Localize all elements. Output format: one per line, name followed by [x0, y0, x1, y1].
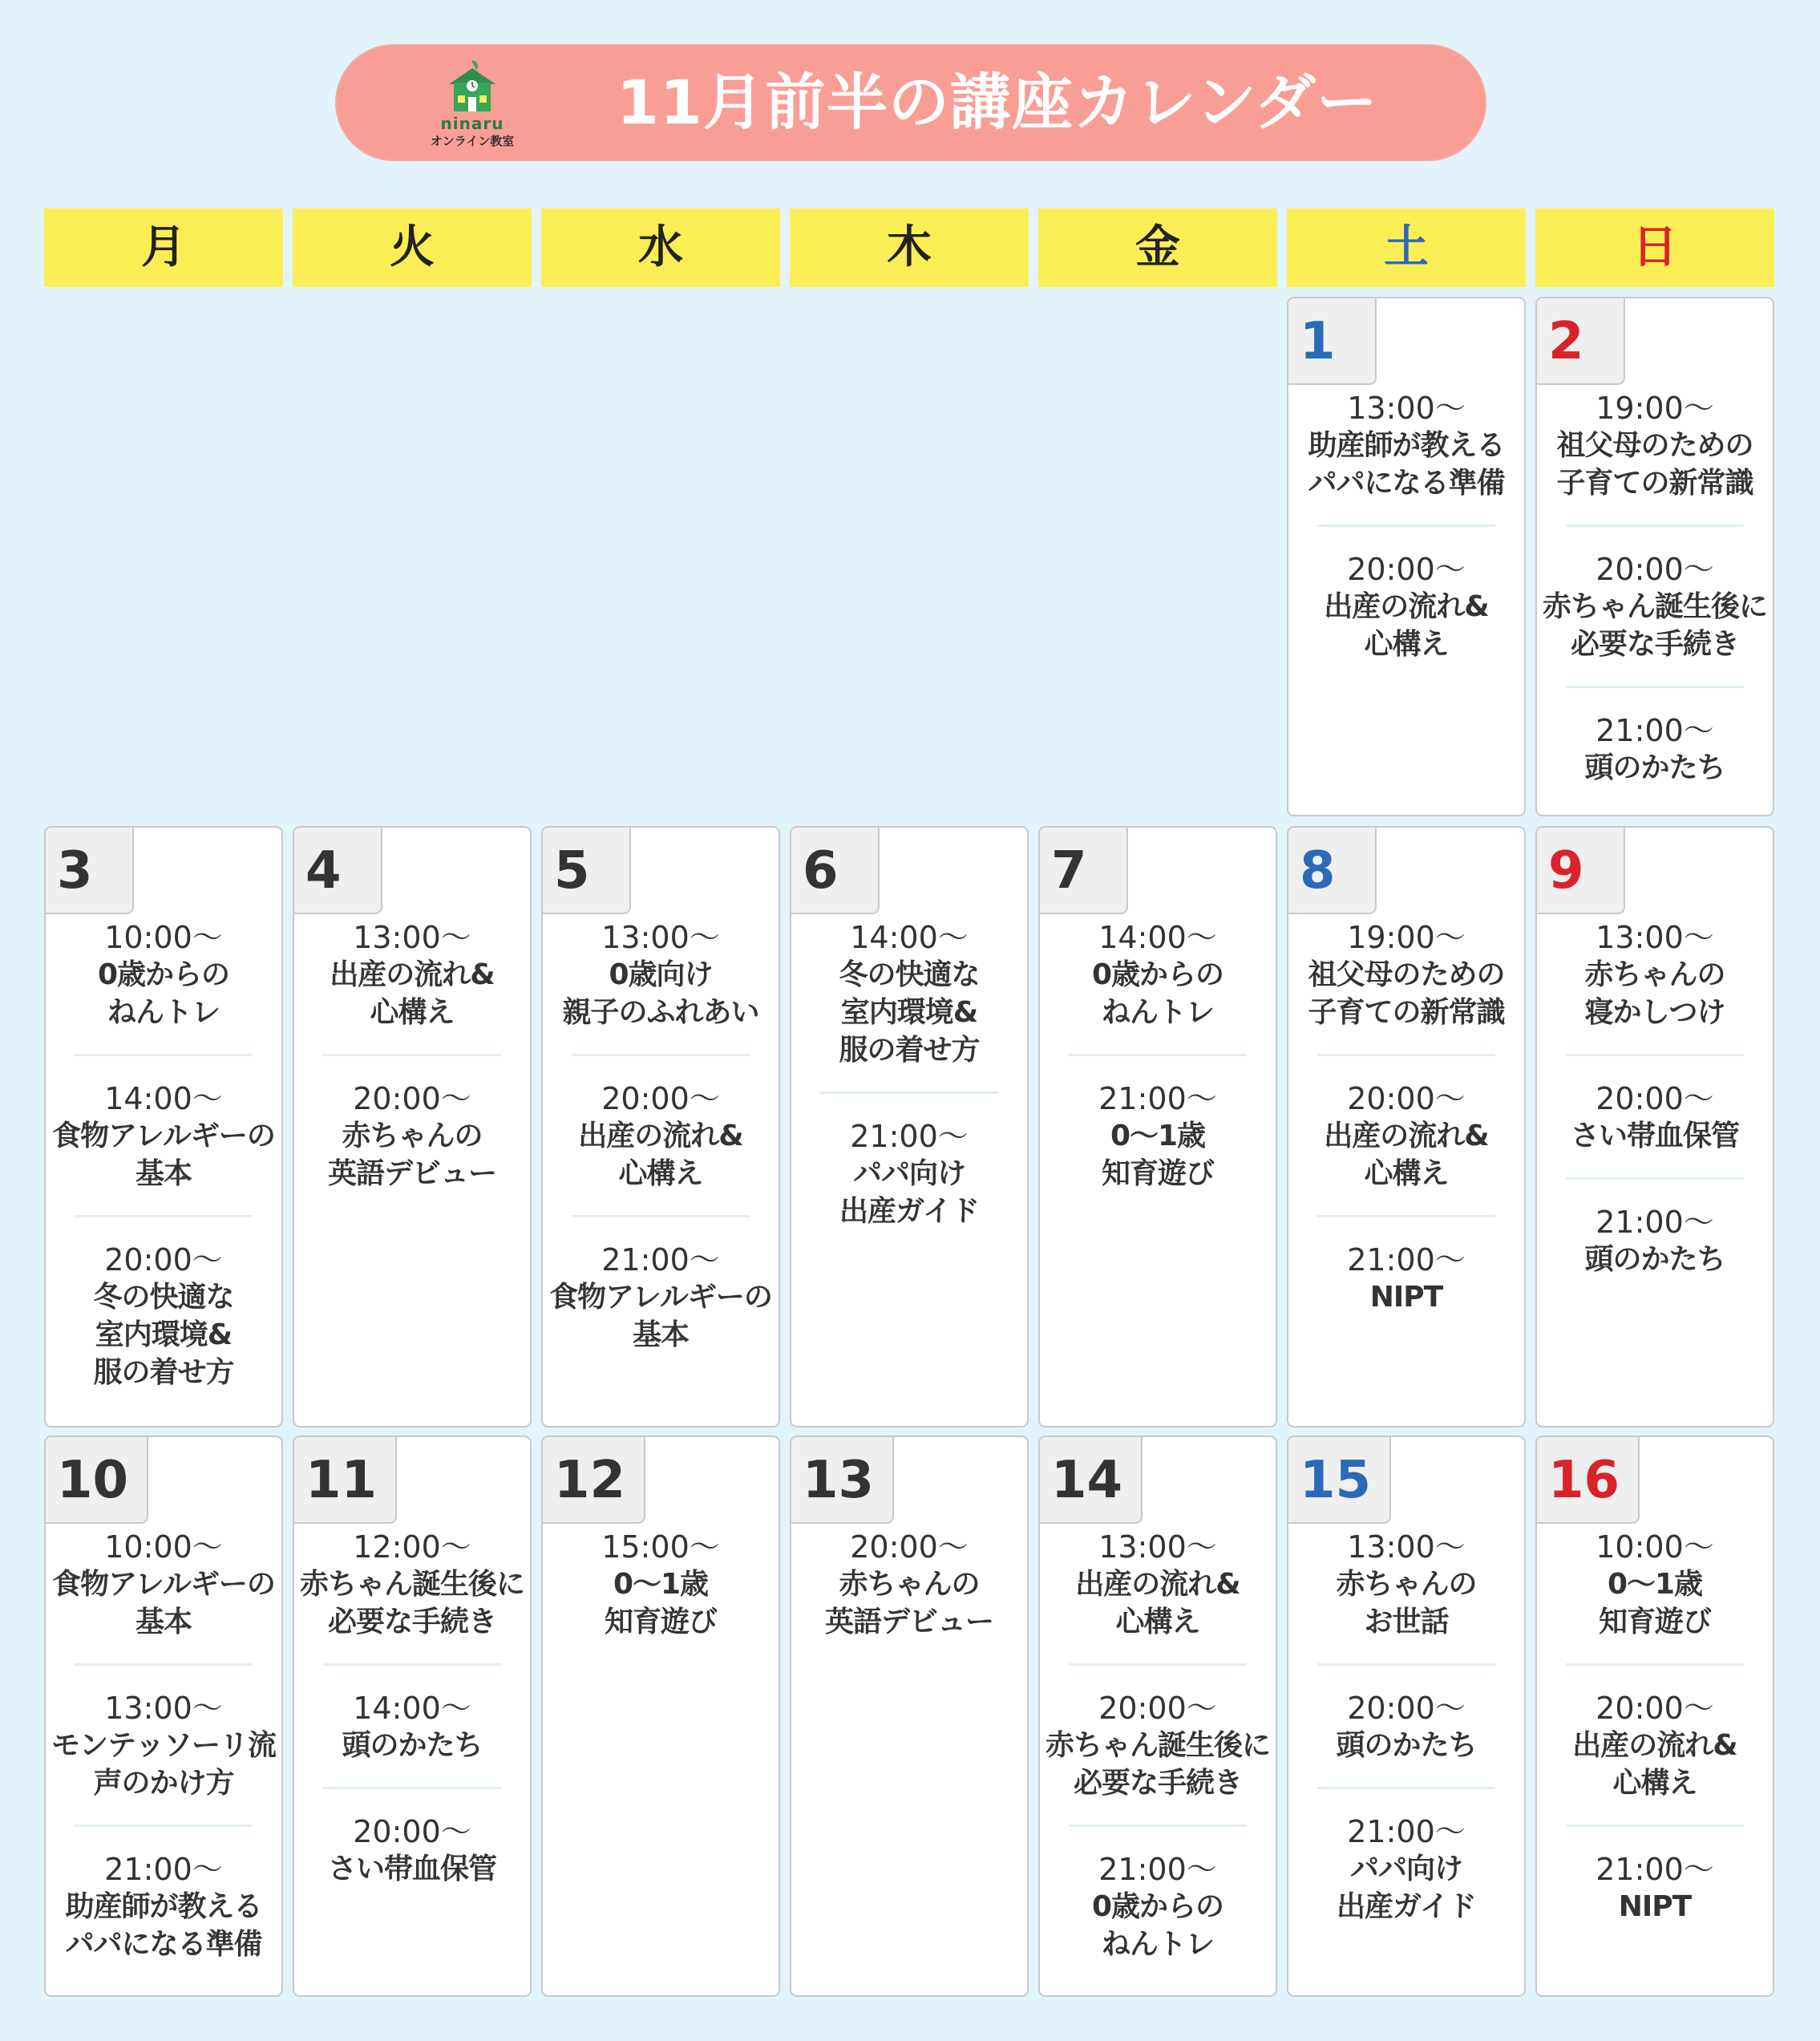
event-item[interactable]: [1537, 1080, 1773, 1155]
event-title: 0歳向け 親子のふれあい: [562, 958, 759, 1029]
event-item[interactable]: [543, 1241, 779, 1354]
ninaru-logo: [415, 57, 529, 152]
event-divider: [1566, 1054, 1744, 1056]
event-title: さい帯血保管: [327, 1853, 496, 1885]
day-number-tab: [1535, 826, 1625, 914]
event-title: 祖父母のための 子育ての新常識: [1556, 429, 1753, 500]
event-item[interactable]: [791, 919, 1027, 1069]
day-cell[interactable]: [293, 826, 532, 1427]
event-title: 助産師が教える パパになる準備: [65, 1890, 262, 1961]
event-item[interactable]: [1288, 1690, 1524, 1764]
event-time: 15:00〜: [601, 1529, 720, 1565]
event-item[interactable]: [1288, 390, 1524, 502]
day-number-tab: [1287, 1436, 1391, 1524]
event-time: 19:00〜: [1596, 391, 1714, 426]
event-title: 出産の流れ& 心構え: [1324, 590, 1489, 661]
weekday-fri: 金: [1038, 209, 1277, 287]
day-number-tab: [1287, 297, 1377, 385]
event-list: [1040, 919, 1276, 1193]
logo-subtitle: オンライン教室: [430, 134, 515, 148]
event-time: 21:00〜: [1596, 1852, 1714, 1887]
event-time: 21:00〜: [1596, 1205, 1714, 1240]
event-divider: [75, 1215, 253, 1217]
event-time: 10:00〜: [104, 1529, 223, 1565]
day-number: 12: [554, 1451, 626, 1510]
day-number: 16: [1548, 1451, 1620, 1510]
event-time: 10:00〜: [1596, 1529, 1714, 1565]
event-divider: [75, 1054, 253, 1056]
day-cell[interactable]: [1287, 826, 1526, 1427]
event-time: 20:00〜: [353, 1081, 471, 1116]
event-item[interactable]: [46, 1529, 281, 1641]
event-time: 13:00〜: [353, 920, 471, 955]
event-divider: [1566, 686, 1744, 688]
event-item[interactable]: [1040, 1529, 1276, 1641]
event-item[interactable]: [1537, 390, 1773, 502]
event-item[interactable]: [46, 1851, 281, 1963]
event-item[interactable]: [1537, 1690, 1773, 1802]
page-title: 11月前半の講座カレンダー: [617, 67, 1378, 138]
event-item[interactable]: [1040, 1690, 1276, 1802]
event-time: 20:00〜: [1596, 552, 1714, 587]
event-item[interactable]: [1537, 551, 1773, 663]
day-number-tab: [1535, 1436, 1640, 1524]
event-time: 13:00〜: [1596, 920, 1714, 955]
event-item[interactable]: [791, 1529, 1027, 1641]
event-item[interactable]: [1288, 1080, 1524, 1193]
day-number: 6: [803, 841, 839, 901]
event-title: 頭のかたち: [1336, 1729, 1477, 1762]
day-number-tab: [1535, 297, 1625, 385]
day-number: 8: [1300, 841, 1336, 901]
event-divider: [1069, 1663, 1247, 1666]
event-title: 出産の流れ& 心構え: [1075, 1568, 1240, 1638]
event-title: 出産の流れ& 心構え: [1324, 1120, 1489, 1190]
event-title: 食物アレルギーの 基本: [52, 1120, 275, 1190]
title-banner: [335, 44, 1486, 161]
event-item[interactable]: [543, 919, 779, 1031]
day-cell[interactable]: [1535, 826, 1774, 1427]
day-cell[interactable]: [1535, 297, 1774, 816]
event-item[interactable]: [294, 919, 530, 1031]
event-divider: [1566, 1177, 1744, 1180]
event-item[interactable]: [294, 1080, 530, 1193]
event-title: 0〜1歳 知育遊び: [1101, 1120, 1214, 1190]
event-title: パパ向け 出産ガイド: [1337, 1853, 1476, 1923]
day-cell[interactable]: [1535, 1436, 1774, 1997]
event-divider: [1566, 524, 1744, 527]
event-title: 0〜1歳 知育遊び: [604, 1568, 717, 1638]
event-time: 20:00〜: [353, 1814, 471, 1849]
event-list: [1537, 1529, 1773, 1926]
event-item[interactable]: [543, 1529, 779, 1641]
event-list: [1537, 919, 1773, 1278]
event-divider: [1317, 524, 1495, 527]
event-list: [791, 1529, 1027, 1641]
event-item[interactable]: [1537, 712, 1773, 787]
event-title: 0歳からの ねんトレ: [97, 958, 230, 1029]
event-item[interactable]: [1537, 919, 1773, 1031]
event-item[interactable]: [1288, 551, 1524, 663]
day-number-tab: [1287, 826, 1377, 914]
event-list: [1288, 390, 1524, 663]
event-time: 13:00〜: [601, 920, 720, 955]
event-item[interactable]: [46, 1241, 281, 1391]
event-list: [1040, 1529, 1276, 1963]
event-item[interactable]: [294, 1690, 530, 1764]
event-title: 助産師が教える パパになる準備: [1308, 429, 1505, 500]
event-time: 21:00〜: [850, 1119, 969, 1154]
event-time: 20:00〜: [1098, 1691, 1217, 1726]
event-time: 21:00〜: [1098, 1081, 1217, 1116]
event-title: 赤ちゃんの 寝かしつけ: [1584, 958, 1725, 1029]
day-number: 13: [803, 1451, 875, 1510]
day-cell[interactable]: [541, 826, 780, 1427]
event-title: 冬の快適な 室内環境& 服の着せ方: [93, 1281, 234, 1389]
event-time: 13:00〜: [1347, 1529, 1466, 1565]
weekday-sun: 日: [1535, 209, 1774, 287]
event-time: 20:00〜: [1347, 1081, 1466, 1116]
event-time: 20:00〜: [1596, 1081, 1714, 1116]
event-list: [1288, 1529, 1524, 1926]
event-list: [543, 919, 779, 1354]
event-divider: [1317, 1787, 1495, 1789]
event-title: 赤ちゃんの お世話: [1336, 1568, 1477, 1638]
event-title: さい帯血保管: [1570, 1120, 1739, 1152]
day-number-tab: [541, 826, 631, 914]
event-time: 20:00〜: [1347, 552, 1466, 587]
event-list: [1537, 390, 1773, 787]
event-title: 頭のかたち: [1584, 1243, 1725, 1276]
event-title: 赤ちゃん誕生後に 必要な手続き: [299, 1568, 524, 1638]
event-item[interactable]: [294, 1529, 530, 1641]
event-item[interactable]: [1537, 1851, 1773, 1926]
event-item[interactable]: [1288, 1241, 1524, 1316]
event-title: 祖父母のための 子育ての新常識: [1308, 958, 1505, 1029]
event-list: [1288, 919, 1524, 1316]
event-time: 14:00〜: [353, 1691, 471, 1726]
event-list: [791, 919, 1027, 1230]
weekday-thu: 木: [790, 209, 1029, 287]
event-title: 赤ちゃん誕生後に 必要な手続き: [1045, 1729, 1270, 1800]
day-cell[interactable]: [1038, 1436, 1277, 1997]
day-number-tab: [1038, 826, 1128, 914]
event-divider: [572, 1215, 750, 1217]
event-title: 頭のかたち: [1584, 751, 1725, 784]
event-title: モンテッソーリ流 声のかけ方: [51, 1729, 276, 1800]
event-item[interactable]: [1537, 1529, 1773, 1641]
day-number: 5: [554, 841, 590, 901]
event-title: NIPT: [1369, 1281, 1443, 1314]
event-title: 赤ちゃん誕生後に 必要な手続き: [1542, 590, 1767, 661]
event-time: 10:00〜: [104, 920, 223, 955]
day-number: 3: [57, 841, 93, 901]
event-time: 20:00〜: [1347, 1691, 1466, 1726]
event-item[interactable]: [1040, 1851, 1276, 1963]
event-time: 13:00〜: [1098, 1529, 1217, 1565]
day-number: 10: [57, 1451, 129, 1510]
day-number: 7: [1051, 841, 1087, 901]
event-item[interactable]: [294, 1813, 530, 1888]
event-item[interactable]: [1040, 919, 1276, 1031]
weekday-sat: 土: [1287, 209, 1526, 287]
weekday-mon: 月: [44, 209, 283, 287]
event-item[interactable]: [1288, 1529, 1524, 1641]
logo-name: ninaru: [440, 114, 504, 133]
event-divider: [75, 1824, 253, 1827]
event-divider: [1566, 1663, 1744, 1666]
event-time: 13:00〜: [104, 1691, 223, 1726]
event-title: 0〜1歳 知育遊び: [1598, 1568, 1711, 1638]
event-divider: [323, 1054, 501, 1056]
event-divider: [1069, 1054, 1247, 1056]
event-title: 出産の流れ& 心構え: [1572, 1729, 1737, 1800]
event-item[interactable]: [543, 1080, 779, 1193]
event-time: 21:00〜: [1347, 1242, 1466, 1278]
event-list: [294, 919, 530, 1193]
event-time: 13:00〜: [1347, 391, 1466, 426]
event-time: 20:00〜: [601, 1081, 720, 1116]
day-cell[interactable]: [293, 1436, 532, 1997]
day-number-tab: [1038, 1436, 1143, 1524]
event-divider: [323, 1663, 501, 1666]
day-cell[interactable]: [541, 1436, 780, 1997]
event-item[interactable]: [46, 1690, 281, 1802]
event-time: 20:00〜: [1596, 1691, 1714, 1726]
event-list: [543, 1529, 779, 1641]
day-cell[interactable]: [1287, 1436, 1526, 1997]
day-number: 14: [1051, 1451, 1123, 1510]
day-number-tab: [44, 826, 134, 914]
event-title: NIPT: [1618, 1890, 1692, 1923]
weekday-wed: 水: [541, 209, 780, 287]
event-title: 赤ちゃんの 英語デビュー: [327, 1120, 496, 1190]
day-number: 9: [1548, 841, 1584, 901]
event-item[interactable]: [46, 1080, 281, 1193]
school-house-icon: [444, 57, 500, 113]
event-divider: [1317, 1215, 1495, 1217]
event-divider: [1069, 1824, 1247, 1827]
event-divider: [1317, 1054, 1495, 1056]
event-divider: [572, 1054, 750, 1056]
day-number: 15: [1300, 1451, 1372, 1510]
event-divider: [1566, 1824, 1744, 1827]
event-title: 食物アレルギーの 基本: [52, 1568, 275, 1638]
event-time: 21:00〜: [1098, 1852, 1217, 1887]
event-list: [46, 1529, 281, 1963]
event-divider: [75, 1663, 253, 1666]
event-title: パパ向け 出産ガイド: [839, 1157, 979, 1228]
event-list: [46, 919, 281, 1391]
event-title: 0歳からの ねんトレ: [1091, 1890, 1224, 1961]
event-title: 赤ちゃんの 英語デビュー: [824, 1568, 993, 1638]
event-title: 頭のかたち: [342, 1729, 483, 1762]
day-number: 2: [1548, 312, 1584, 371]
event-title: 出産の流れ& 心構え: [578, 1120, 743, 1190]
event-time: 21:00〜: [1596, 713, 1714, 748]
event-list: [294, 1529, 530, 1888]
event-title: 冬の快適な 室内環境& 服の着せ方: [839, 958, 980, 1067]
day-cell[interactable]: [790, 826, 1029, 1427]
event-time: 20:00〜: [850, 1529, 969, 1565]
event-time: 21:00〜: [601, 1242, 720, 1278]
event-divider: [323, 1787, 501, 1789]
event-title: 出産の流れ& 心構え: [330, 958, 495, 1029]
event-time: 12:00〜: [353, 1529, 471, 1565]
day-cell[interactable]: [790, 1436, 1029, 1997]
weekday-tue: 火: [293, 209, 532, 287]
event-time: 21:00〜: [104, 1852, 223, 1887]
event-item[interactable]: [1040, 1080, 1276, 1193]
day-number-tab: [293, 826, 382, 914]
event-title: 0歳からの ねんトレ: [1091, 958, 1224, 1029]
event-item[interactable]: [1537, 1204, 1773, 1278]
event-time: 14:00〜: [850, 920, 969, 955]
day-number: 1: [1300, 312, 1336, 371]
event-time: 21:00〜: [1347, 1814, 1466, 1849]
event-divider: [1317, 1663, 1495, 1666]
event-item[interactable]: [46, 919, 281, 1031]
event-time: 14:00〜: [104, 1081, 223, 1116]
day-number: 11: [305, 1451, 378, 1510]
day-cell[interactable]: [1038, 826, 1277, 1427]
day-number-tab: [293, 1436, 397, 1524]
event-time: 19:00〜: [1347, 920, 1466, 955]
day-cell[interactable]: [1287, 297, 1526, 816]
day-number: 4: [305, 841, 342, 901]
event-divider: [820, 1091, 998, 1094]
day-number-tab: [541, 1436, 645, 1524]
event-time: 14:00〜: [1098, 920, 1217, 955]
day-number-tab: [790, 1436, 894, 1524]
event-item[interactable]: [791, 1118, 1027, 1230]
event-item[interactable]: [1288, 919, 1524, 1031]
event-item[interactable]: [1288, 1813, 1524, 1926]
day-cell[interactable]: [44, 826, 283, 1427]
day-number-tab: [790, 826, 880, 914]
day-cell[interactable]: [44, 1436, 283, 1997]
day-number-tab: [44, 1436, 148, 1524]
event-time: 20:00〜: [104, 1242, 223, 1278]
event-title: 食物アレルギーの 基本: [549, 1281, 772, 1351]
